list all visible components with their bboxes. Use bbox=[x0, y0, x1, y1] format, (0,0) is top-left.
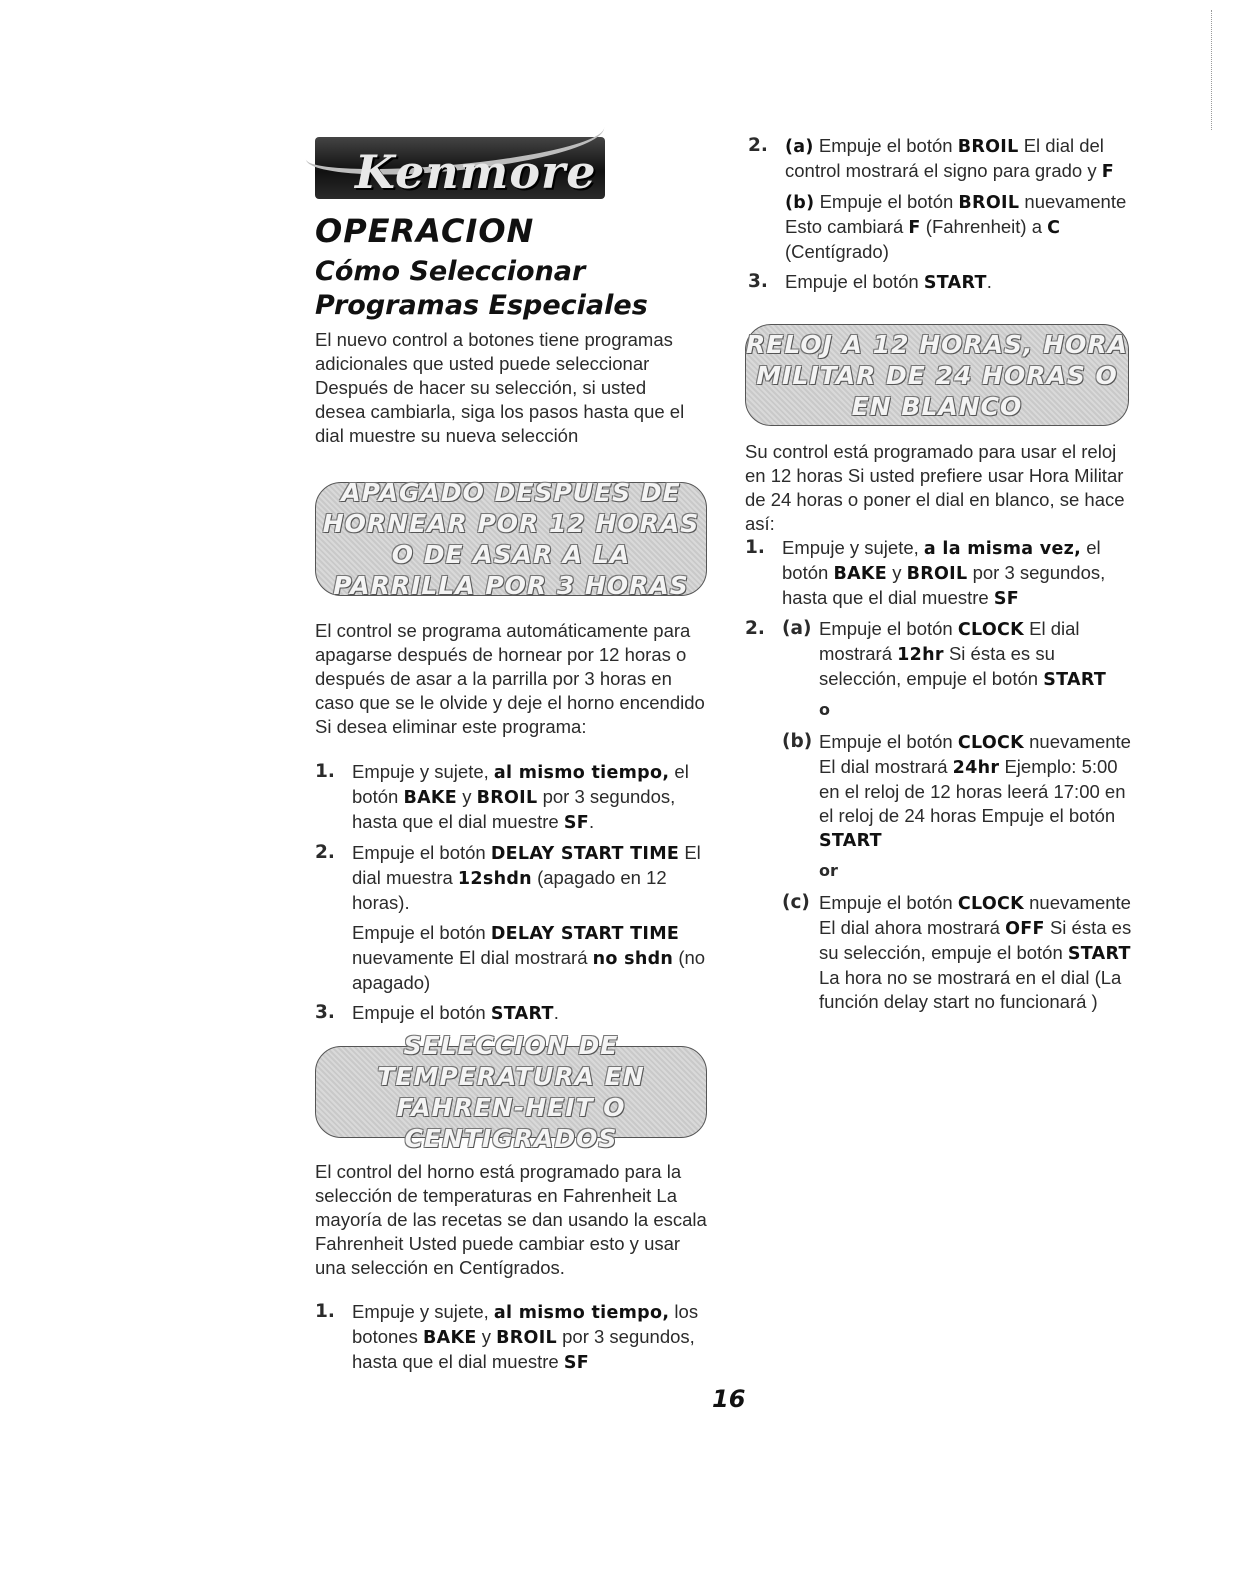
list-item: 2. (a) Empuje el botón CLOCK El dial mostrará 12hr Si ésta es su selección, empuje el botón START o (b) Empuje el botón CLOCK nuevamente El dial mostrará 24hr Ejemplo: 5:00 en el reloj de 12 horas leerá 17:00 en el reloj de 24 horas Empuje el botón START or (c) Empuje el botón CLOCK nuevamente El dial ahora mostrará OFF Si ésta es su selección, empuje el botón START La hora no se mostrará en el dial (La función delay start no funcionará ) bbox=[745, 618, 1132, 1012]
auto-shutoff-paragraph: El control se programa automáticamente para apagarse después de hornear por 12 horas o después de asar a la parrilla por 3 horas en caso que se le olvide y deje el horno encendido Si desea eliminar este programa: bbox=[315, 620, 705, 737]
temperature-paragraph: El control del horno está programado para la selección de temperaturas en Fahrenheit La mayoría de las recetas se dan usando la escala Fahrenheit Usted puede cambiar esto y usar una selección en Centígrados. bbox=[315, 1161, 707, 1278]
list-item: 1. Empuje y sujete, a la misma vez, el botón BAKE y BROIL por 3 segundos, hasta que el dial muestre SF bbox=[745, 537, 1106, 609]
banner-auto-shutoff: APAGADO DESPUES DE HORNEAR POR 12 HORAS O DE ASAR A LA PARRILLA POR 3 HORAS bbox=[315, 482, 707, 596]
page-title: OPERACION bbox=[315, 212, 535, 250]
temperature-steps-right bbox=[748, 134, 1143, 301]
clock-steps bbox=[745, 536, 1137, 1020]
auto-shutoff-steps bbox=[315, 760, 707, 1032]
list-item: 1. Empuje y sujete, al mismo tiempo, los botones BAKE y BROIL por 3 segundos, hasta que el dial muestre SF bbox=[315, 1301, 699, 1373]
list-item: 1. Empuje y sujete, al mismo tiempo, el botón BAKE y BROIL por 3 segundos, hasta que el dial muestre SF. bbox=[315, 761, 689, 833]
intro-paragraph: El nuevo control a botones tiene programas adicionales que usted puede seleccionar Después de hacer su selección, si usted desea cambiarla, siga los pasos hasta que el dial muestre su nueva selección bbox=[315, 329, 685, 446]
section-heading: Cómo Seleccionar Programas Especiales bbox=[315, 256, 648, 321]
page-number: 16 bbox=[712, 1385, 746, 1413]
banner-temperature-scale: SELECCION DE TEMPERATURA EN FAHREN-HEIT O CENTIGRADOS bbox=[315, 1046, 707, 1138]
kenmore-logo bbox=[315, 137, 605, 199]
banner-clock-mode: RELOJ A 12 HORAS, HORA MILITAR DE 24 HORAS O EN BLANCO bbox=[745, 324, 1129, 426]
list-item: 3. Empuje el botón START. bbox=[748, 271, 992, 293]
page-edge-mark bbox=[1211, 10, 1213, 130]
list-item: 2. Empuje el botón DELAY START TIME El dial muestra 12shdn (apagado en 12 horas). Empuje el botón DELAY START TIME nuevamente El dial mostrará no shdn (no apagado) bbox=[315, 842, 706, 993]
temperature-steps-left bbox=[315, 1300, 707, 1381]
list-item: 2. (a) Empuje el botón BROIL El dial del control mostrará el signo para grado y F (b) Empuje el botón BROIL nuevamente Esto cambiará F (Fahrenheit) a C (Centígrado) bbox=[748, 135, 1127, 262]
logo-wordmark: Kenmore bbox=[355, 145, 597, 199]
clock-paragraph: Su control está programado para usar el reloj en 12 horas Si usted prefiere usar Hora Militar de 24 horas o poner el dial en blanco, se hace así: bbox=[745, 441, 1125, 534]
list-item: 3. Empuje el botón START. bbox=[315, 1002, 559, 1024]
